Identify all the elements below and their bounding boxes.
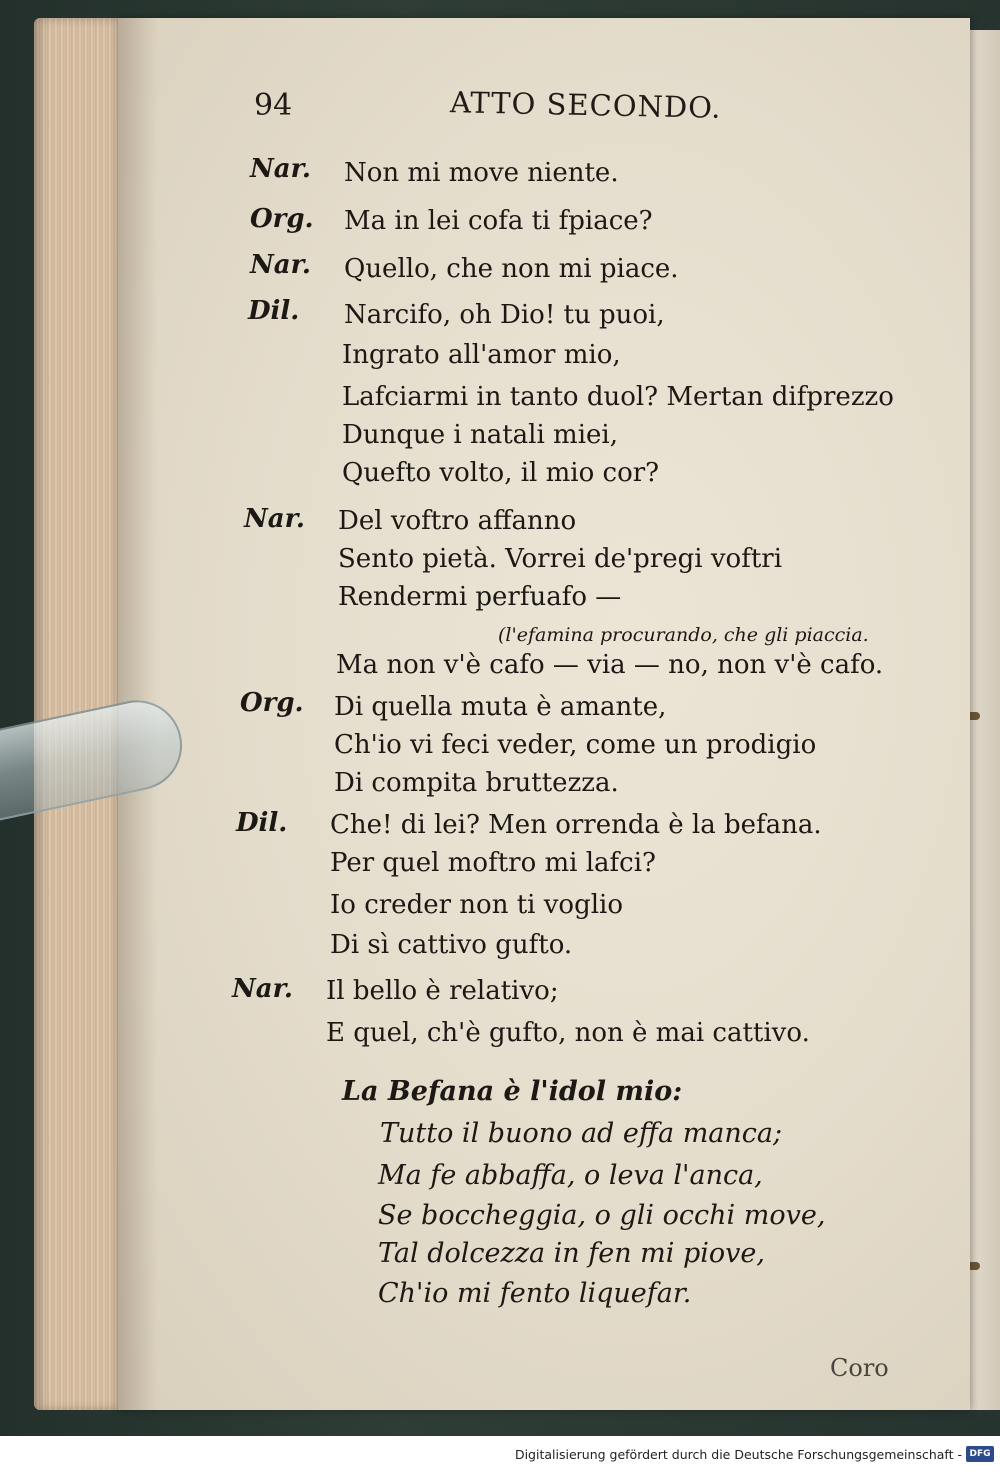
verse-line: Ingrato all'amor mio, <box>342 340 621 370</box>
speaker-label: Dil. <box>236 808 288 838</box>
aria-line: Se boccheggia, o gli occhi move, <box>378 1200 826 1231</box>
verse-line: Sento pietà. Vorrei de'pregi voftri <box>338 544 783 574</box>
verse-line: Rendermi perfuafo — <box>338 582 622 612</box>
speaker-label: Org. <box>240 688 304 718</box>
verse-line: Del voftro affanno <box>338 506 577 536</box>
verse-line: Che! di lei? Men orrenda è la befana. <box>330 810 822 840</box>
speaker-label: Nar. <box>244 504 305 534</box>
aria-line: Ch'io mi fento liquefar. <box>378 1278 692 1309</box>
aria-line: La Befana è l'idol mio: <box>342 1076 683 1107</box>
funding-credit: Digitalisierung gefördert durch die Deutsche Forschungsgemeinschaft - <box>514 1447 962 1462</box>
speaker-label: Dil. <box>248 296 300 326</box>
speaker-label: Nar. <box>232 974 293 1004</box>
running-title: ATTO SECONDO. <box>449 85 722 125</box>
verse-line: Il bello è relativo; <box>326 976 559 1006</box>
verse-line: Ma non v'è cafo — via — no, non v'è cafo. <box>336 650 884 680</box>
footer-bar <box>0 1436 1000 1474</box>
verse-line: Ma in lei cofa ti fpiace? <box>344 206 653 236</box>
verse-line: E quel, ch'è gufto, non è mai cattivo. <box>326 1018 810 1048</box>
verse-line: Ch'io vi feci veder, come un prodigio <box>334 730 817 760</box>
running-header <box>0 85 1000 138</box>
verse-line: Di quella muta è amante, <box>334 692 667 722</box>
speaker-label: Org. <box>250 204 314 234</box>
verse-line: Per quel moftro mi lafci? <box>330 848 656 878</box>
verse-line: Di sì cattivo gufto. <box>330 930 573 960</box>
verse-line: Narcifo, oh Dio! tu puoi, <box>344 300 665 330</box>
verse-line: Non mi move niente. <box>344 158 619 188</box>
aria-line: Tutto il buono ad effa manca; <box>380 1118 783 1149</box>
catchword: Coro <box>830 1354 889 1382</box>
stage-direction: (l'efamina procurando, che gli piaccia. <box>498 624 869 646</box>
speaker-label: Nar. <box>250 154 311 184</box>
verse-line: Quefto volto, il mio cor? <box>342 458 660 488</box>
dfg-logo-icon: DFG <box>966 1446 994 1462</box>
page-number: 94 <box>254 88 293 123</box>
verse-line: Lafciarmi in tanto duol? Mertan difprezzo <box>342 382 894 412</box>
verse-line: Io creder non ti voglio <box>330 890 623 920</box>
aria-line: Tal dolcezza in fen mi piove, <box>378 1238 765 1269</box>
verse-line: Dunque i natali miei, <box>342 420 618 450</box>
verse-line: Quello, che non mi piace. <box>344 254 679 284</box>
aria-line: Ma fe abbaffa, o leva l'anca, <box>378 1160 763 1191</box>
speaker-label: Nar. <box>250 250 311 280</box>
verse-line: Di compita bruttezza. <box>334 768 619 798</box>
